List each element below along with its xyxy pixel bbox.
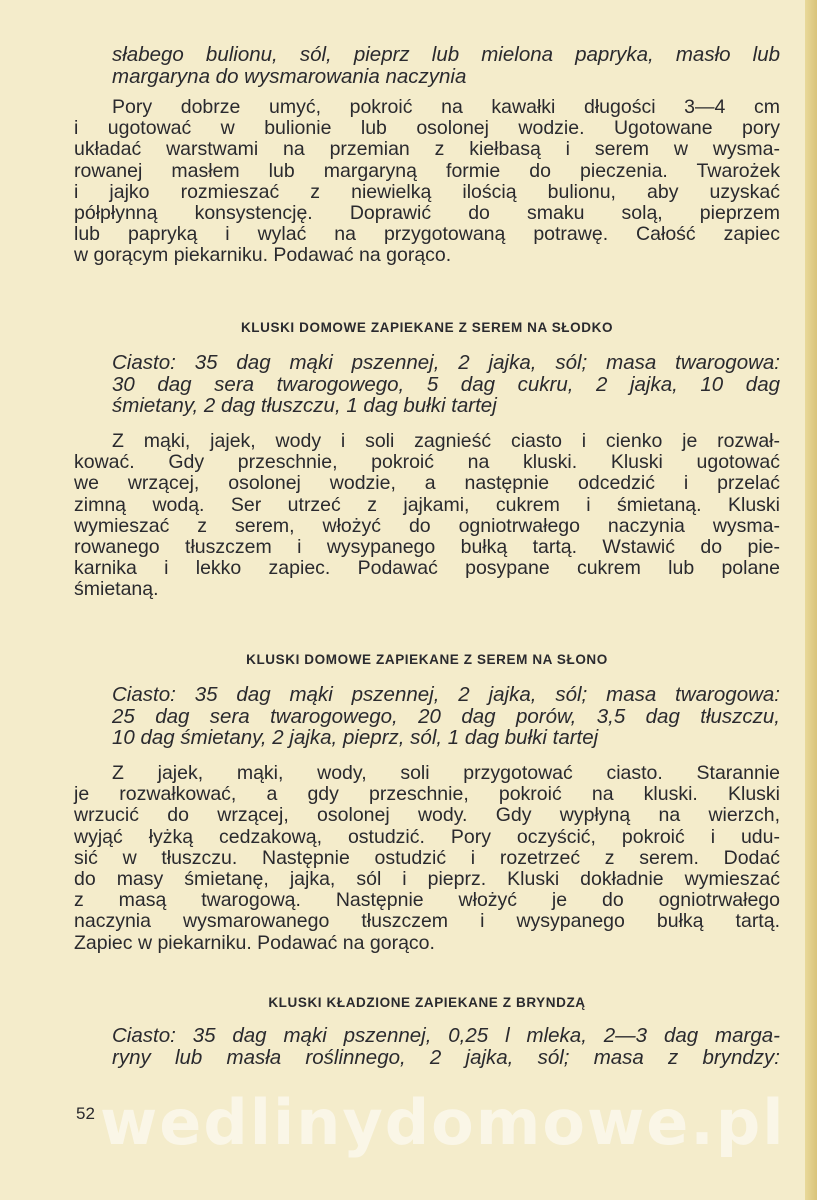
text-line: w gorącym piekarniku. Podawać na gorąco. xyxy=(74,244,452,267)
text-line: rowanego tłuszczem i wysypanego bułką tartą. Wstawić do pie- xyxy=(74,536,780,559)
text-line: z masą twarogową. Następnie włożyć je do ogniotrwałego xyxy=(74,889,780,912)
text-line: karnika i lekko zapiec. Podawać posypane cukrem lub polane xyxy=(74,557,780,580)
recipe-ingredients xyxy=(74,352,780,417)
text-line: Zapiec w piekarniku. Podawać na gorąco. xyxy=(74,931,435,954)
text-line: śmietaną. xyxy=(74,578,159,601)
page-number: 52 xyxy=(76,1104,95,1123)
ingredients-line: Ciasto: 35 dag mąki pszennej, 2 jajka, sól; masa twarogowa: xyxy=(112,683,780,706)
text-line: wyjąć łyżką cedzakową, ostudzić. Pory oczyścić, pokroić i udu- xyxy=(74,825,780,848)
recipe-ingredients xyxy=(74,1025,780,1068)
recipe-title: KLUSKI KŁADZIONE ZAPIEKANE Z BRYNDZĄ xyxy=(268,995,586,1010)
text-line: lub papryką i wylać na przygotowaną potrawę. Całość zapiec xyxy=(74,223,780,246)
text-line: wymieszać z serem, włożyć do ogniotrwałego naczynia wysma- xyxy=(74,514,780,537)
ingredients-line: 25 dag sera twarogowego, 20 dag porów, 3,5 dag tłuszczu, xyxy=(112,704,780,728)
text-line: i jajko rozmieszać z niewielką ilością bulionu, aby uzyskać xyxy=(74,180,780,203)
text-line: naczynia wysmarowanego tłuszczem i wysypanego bułką tartą. xyxy=(74,910,780,933)
intro-text xyxy=(74,97,780,267)
watermark: wedlinydomowe.pl xyxy=(100,1086,786,1159)
text-line: je rozwałkować, a gdy przeschnie, pokroić na kluski. Kluski xyxy=(74,783,780,806)
text-line: do masy śmietanę, jajka, sól i pieprz. Kluski dokładnie wymieszać xyxy=(74,868,780,891)
ingredients-line: Ciasto: 35 dag mąki pszennej, 2 jajka, sól; masa twarogowa: xyxy=(112,351,780,374)
ingredients-line: 10 dag śmietany, 2 jajka, pieprz, sól, 1 dag bułki tartej xyxy=(112,726,599,749)
recipe-ingredients xyxy=(74,684,780,749)
text-line: we wrzącej, osolonej wodzie, a następnie odcedzić i przelać xyxy=(74,472,780,495)
recipe-title: KLUSKI DOMOWE ZAPIEKANE Z SEREM NA SŁODKO xyxy=(240,320,614,335)
text-line: półpłynną konsystencję. Doprawić do smaku solą, pieprzem xyxy=(74,202,780,225)
text-line: zimną wodą. Ser utrzeć z jajkami, cukrem i śmietaną. Kluski xyxy=(74,493,780,516)
ingredients-line: 30 dag sera twarogowego, 5 dag cukru, 2 jajka, 10 dag xyxy=(112,372,780,396)
intro-ingredients xyxy=(74,44,780,87)
ingredients-line: Ciasto: 35 dag mąki pszennej, 0,25 l mleka, 2—3 dag marga- xyxy=(112,1024,780,1047)
ingredients-line: margaryna do wysmarowania naczynia xyxy=(112,64,467,88)
text-line: rowanej masłem lub margaryną formie do pieczenia. Twarożek xyxy=(74,159,780,182)
recipe-text xyxy=(74,431,780,601)
text-line: Pory dobrze umyć, pokroić na kawałki długości 3—4 cm xyxy=(112,96,780,118)
page-edge xyxy=(805,0,817,1200)
recipe-title: KLUSKI DOMOWE ZAPIEKANE Z SEREM NA SŁONO xyxy=(246,652,608,667)
text-line: układać warstwami na przemian z kiełbasą i serem w wysma- xyxy=(74,138,780,161)
ingredients-line: śmietany, 2 dag tłuszczu, 1 dag bułki tartej xyxy=(112,394,497,417)
recipe-text xyxy=(74,763,780,954)
text-line: i ugotować w bulionie lub osolonej wodzie. Ugotowane pory xyxy=(74,117,780,140)
text-line: Z jajek, mąki, wody, soli przygotować ciasto. Starannie xyxy=(112,762,780,784)
text-line: sić w tłuszczu. Następnie ostudzić i rozetrzeć z serem. Dodać xyxy=(74,846,780,869)
text-line: kować. Gdy przeschnie, pokroić na kluski. Kluski ugotować xyxy=(74,451,780,474)
ingredients-line: słabego bulionu, sól, pieprz lub mielona papryka, masło lub xyxy=(112,43,780,66)
ingredients-line: ryny lub masła roślinnego, 2 jajka, sól; masa z bryndzy: xyxy=(112,1045,780,1069)
text-line: Z mąki, jajek, wody i soli zagnieść ciasto i cienko je rozwał- xyxy=(112,430,780,452)
text-line: wrzucić do wrzącej, osolonej wody. Gdy wypłyną na wierzch, xyxy=(74,804,780,827)
